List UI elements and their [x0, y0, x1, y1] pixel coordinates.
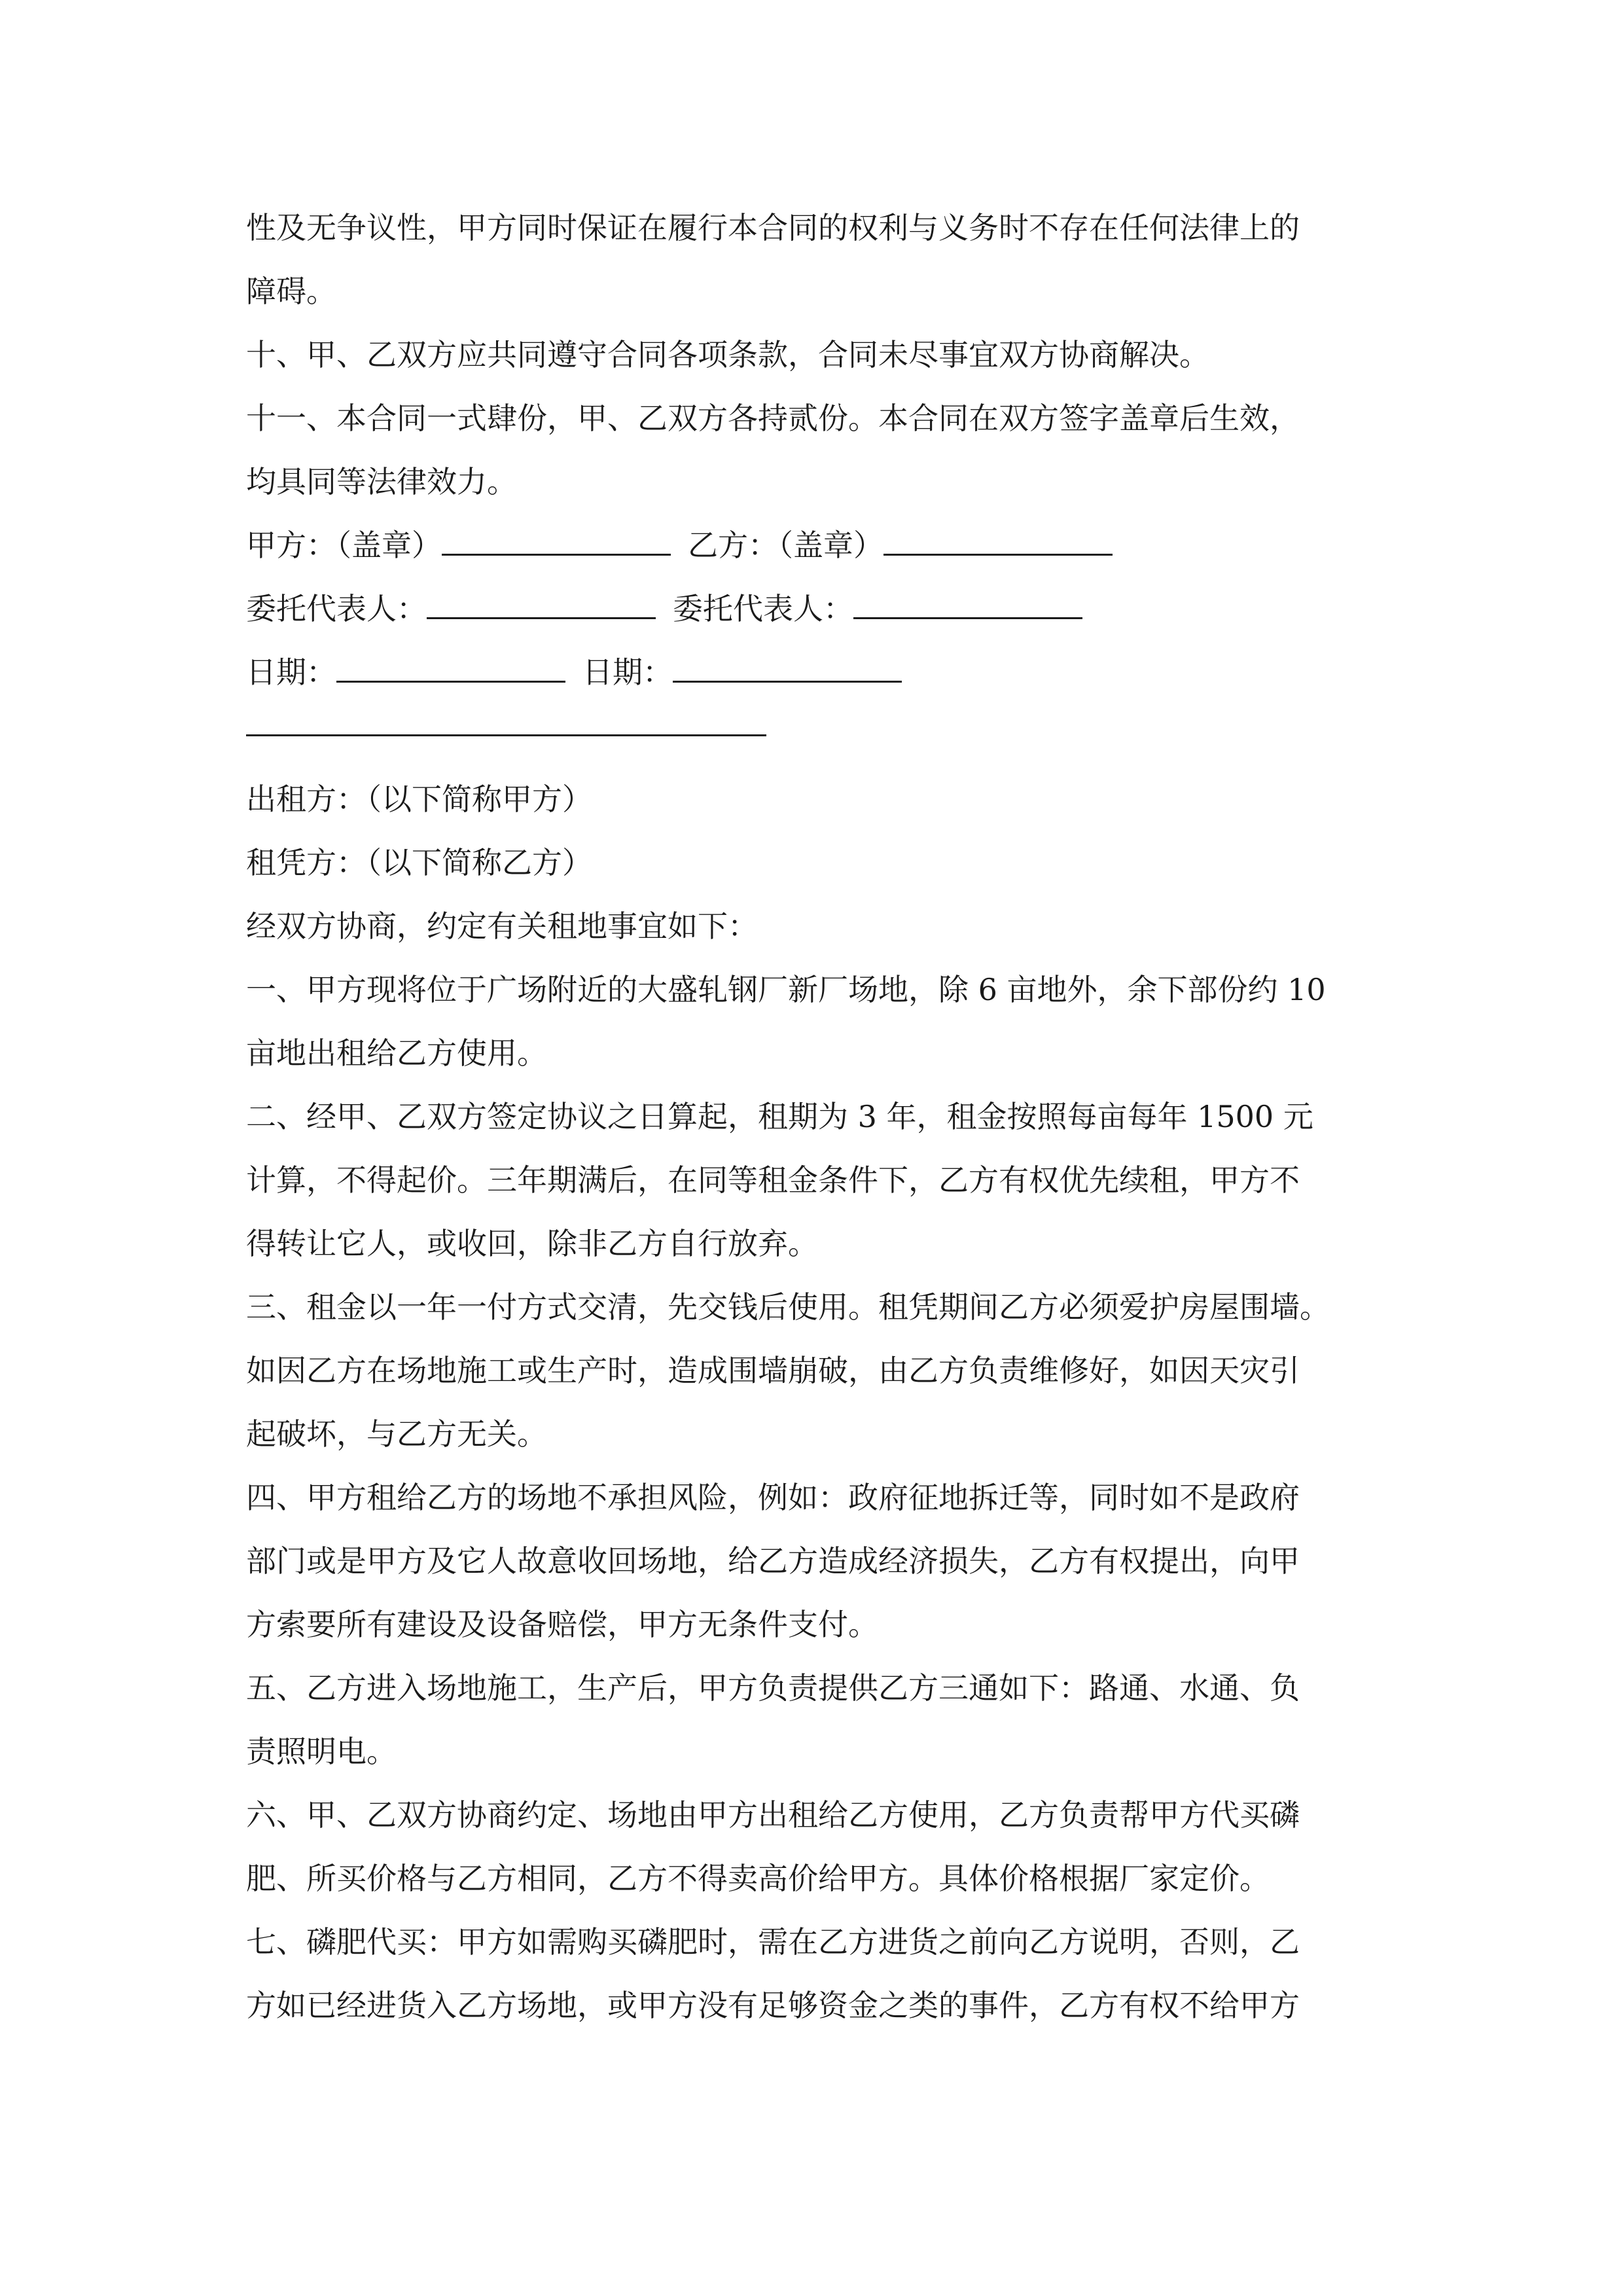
section-divider	[246, 734, 766, 736]
text-line: 起破坏，与乙方无关。	[246, 1416, 547, 1452]
signature-row-representative	[246, 577, 1385, 641]
party-a-rep-label: 委托代表人：	[246, 591, 427, 626]
text-line: 责照明电。	[246, 1734, 397, 1769]
text-line: 计算，不得起价。三年期满后，在同等租金条件下，乙方有权优先续租，甲方不	[246, 1162, 1300, 1198]
text-line: 肥、所买价格与乙方相同，乙方不得卖高价给甲方。具体价格根据厂家定价。	[246, 1861, 1270, 1896]
party-b-date-label: 日期：	[582, 655, 673, 690]
clause-two: 二、经甲、乙双方签定协议之日算起，租期为 3 年，租金按照每亩每年 1500 元	[246, 1099, 1313, 1134]
party-a-stamp-label: 甲方：（盖章）	[246, 528, 442, 563]
clause-seven: 七、磷肥代买：甲方如需购买磷肥时，需在乙方进货之前向乙方说明，否则，乙	[246, 1924, 1300, 1960]
party-a-date-label: 日期：	[246, 655, 336, 690]
text-line: 得转让它人，或收回，除非乙方自行放弃。	[246, 1226, 818, 1261]
clause-three: 三、租金以一年一付方式交清，先交钱后使用。租凭期间乙方必须爱护房屋围墙。	[246, 1289, 1330, 1325]
text-line: 部门或是甲方及它人故意收回场地，给乙方造成经济损失，乙方有权提出，向甲	[246, 1543, 1300, 1579]
party-a-date-blank	[336, 653, 565, 683]
preamble-line: 经双方协商，约定有关租地事宜如下：	[246, 908, 758, 944]
party-b-date-blank	[673, 653, 902, 683]
lessee-line: 租凭方：（以下简称乙方）	[246, 845, 592, 880]
document-page	[246, 196, 1385, 2037]
clause-four: 四、甲方租给乙方的场地不承担风险，例如：政府征地拆迁等，同时如不是政府	[246, 1480, 1300, 1515]
clause-one: 一、甲方现将位于广场附近的大盛轧钢厂新厂场地，除 6 亩地外，余下部份约 10	[246, 972, 1326, 1007]
clause-five: 五、乙方进入场地施工，生产后，甲方负责提供乙方三通如下：路通、水通、负	[246, 1670, 1300, 1706]
clause-eleven: 十一、本合同一式肆份，甲、乙双方各持贰份。本合同在双方签字盖章后生效，	[246, 401, 1300, 436]
clause-six: 六、甲、乙双方协商约定、场地由甲方出租给乙方使用，乙方负责帮甲方代买磷	[246, 1797, 1300, 1833]
party-b-rep-label: 委托代表人：	[673, 591, 853, 626]
text-line: 性及无争议性，甲方同时保证在履行本合同的权利与义务时不存在任何法律上的	[246, 210, 1300, 245]
text-line: 方如已经进货入乙方场地，或甲方没有足够资金之类的事件，乙方有权不给甲方	[246, 1988, 1300, 2023]
party-a-rep-blank	[427, 590, 656, 619]
party-b-stamp-blank	[883, 526, 1113, 556]
text-line: 亩地出租给乙方使用。	[246, 1035, 547, 1071]
text-line: 均具同等法律效力。	[246, 464, 517, 499]
party-b-stamp-label: 乙方：（盖章）	[688, 528, 883, 563]
signature-row-date	[246, 641, 1385, 704]
party-b-rep-blank	[853, 590, 1082, 619]
text-line: 方索要所有建设及设备赔偿，甲方无条件支付。	[246, 1607, 878, 1642]
text-line: 障碍。	[246, 274, 336, 309]
party-a-stamp-blank	[442, 526, 671, 556]
signature-row-stamp	[246, 514, 1385, 577]
text-line: 如因乙方在场地施工或生产时，造成围墙崩破，由乙方负责维修好，如因天灾引	[246, 1353, 1300, 1388]
clause-ten: 十、甲、乙双方应共同遵守合同各项条款，合同未尽事宜双方协商解决。	[246, 337, 1209, 372]
lessor-line: 出租方：（以下简称甲方）	[246, 781, 592, 817]
